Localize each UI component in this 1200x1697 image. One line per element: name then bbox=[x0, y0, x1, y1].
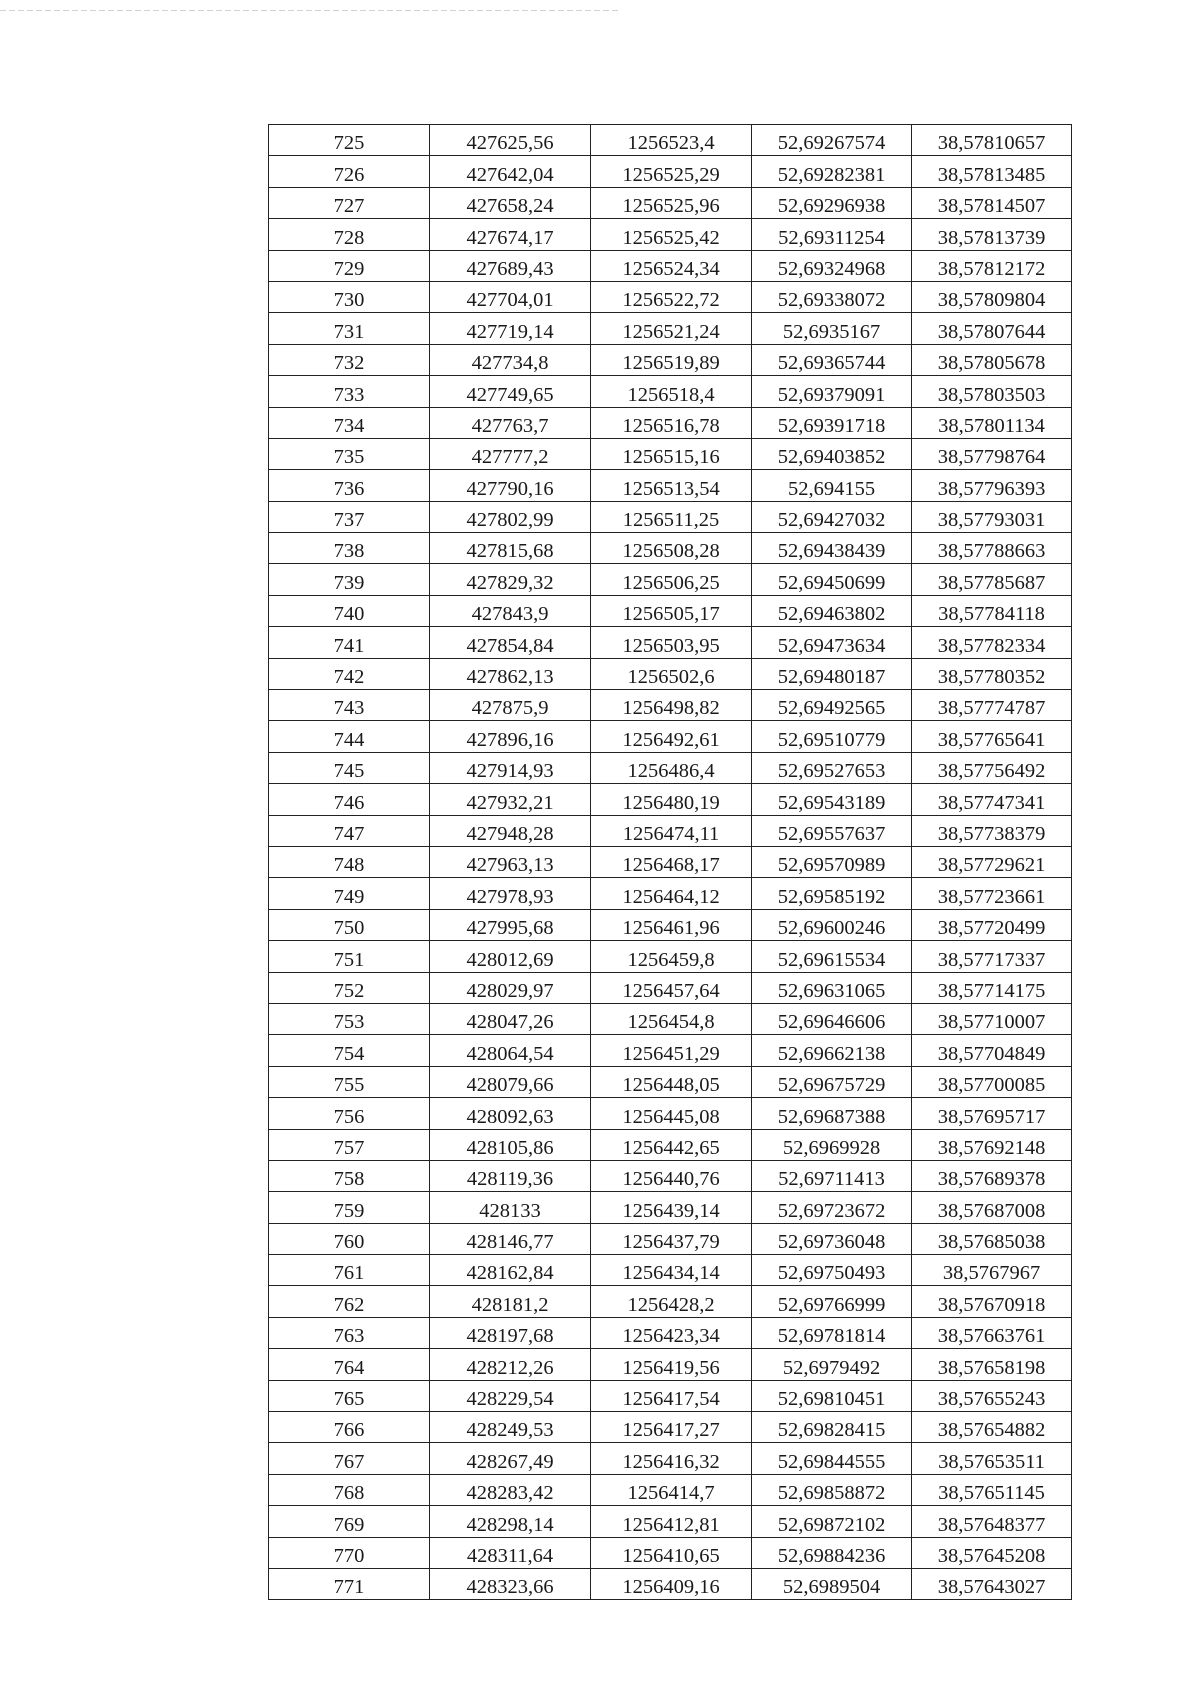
longitude-cell: 38,57710007 bbox=[912, 1003, 1072, 1034]
latitude-cell: 52,69480187 bbox=[752, 658, 912, 689]
longitude-cell: 38,57658198 bbox=[912, 1349, 1072, 1380]
latitude-cell: 52,6935167 bbox=[752, 313, 912, 344]
x-coordinate-cell: 428092,63 bbox=[430, 1098, 591, 1129]
longitude-cell: 38,57765641 bbox=[912, 721, 1072, 752]
y-coordinate-cell: 1256464,12 bbox=[591, 878, 752, 909]
x-coordinate-cell: 427734,8 bbox=[430, 344, 591, 375]
longitude-cell: 38,57793031 bbox=[912, 501, 1072, 532]
point-number-cell: 729 bbox=[269, 250, 430, 281]
latitude-cell: 52,69675729 bbox=[752, 1066, 912, 1097]
latitude-cell: 52,69585192 bbox=[752, 878, 912, 909]
x-coordinate-cell: 427777,2 bbox=[430, 438, 591, 469]
table-row bbox=[269, 1255, 1072, 1286]
longitude-cell: 38,57654882 bbox=[912, 1412, 1072, 1443]
latitude-cell: 52,69736048 bbox=[752, 1223, 912, 1254]
latitude-cell: 52,69427032 bbox=[752, 501, 912, 532]
x-coordinate-cell: 427719,14 bbox=[430, 313, 591, 344]
coordinates-table bbox=[268, 124, 1072, 1600]
table-row bbox=[269, 187, 1072, 218]
x-coordinate-cell: 428105,86 bbox=[430, 1129, 591, 1160]
x-coordinate-cell: 428267,49 bbox=[430, 1443, 591, 1474]
y-coordinate-cell: 1256523,4 bbox=[591, 125, 752, 156]
longitude-cell: 38,57798764 bbox=[912, 438, 1072, 469]
latitude-cell: 52,69527653 bbox=[752, 752, 912, 783]
table-row bbox=[269, 250, 1072, 281]
x-coordinate-cell: 428079,66 bbox=[430, 1066, 591, 1097]
latitude-cell: 52,69662138 bbox=[752, 1035, 912, 1066]
longitude-cell: 38,57780352 bbox=[912, 658, 1072, 689]
latitude-cell: 52,69828415 bbox=[752, 1412, 912, 1443]
point-number-cell: 726 bbox=[269, 156, 430, 187]
point-number-cell: 734 bbox=[269, 407, 430, 438]
y-coordinate-cell: 1256511,25 bbox=[591, 501, 752, 532]
latitude-cell: 52,69267574 bbox=[752, 125, 912, 156]
y-coordinate-cell: 1256492,61 bbox=[591, 721, 752, 752]
x-coordinate-cell: 427948,28 bbox=[430, 815, 591, 846]
table-row bbox=[269, 846, 1072, 877]
x-coordinate-cell: 427896,16 bbox=[430, 721, 591, 752]
point-number-cell: 771 bbox=[269, 1568, 430, 1599]
y-coordinate-cell: 1256513,54 bbox=[591, 470, 752, 501]
latitude-cell: 52,69510779 bbox=[752, 721, 912, 752]
x-coordinate-cell: 427963,13 bbox=[430, 846, 591, 877]
longitude-cell: 38,57723661 bbox=[912, 878, 1072, 909]
point-number-cell: 732 bbox=[269, 344, 430, 375]
longitude-cell: 38,57645208 bbox=[912, 1537, 1072, 1568]
point-number-cell: 748 bbox=[269, 846, 430, 877]
y-coordinate-cell: 1256419,56 bbox=[591, 1349, 752, 1380]
y-coordinate-cell: 1256518,4 bbox=[591, 376, 752, 407]
point-number-cell: 756 bbox=[269, 1098, 430, 1129]
y-coordinate-cell: 1256502,6 bbox=[591, 658, 752, 689]
x-coordinate-cell: 428181,2 bbox=[430, 1286, 591, 1317]
longitude-cell: 38,57738379 bbox=[912, 815, 1072, 846]
point-number-cell: 746 bbox=[269, 784, 430, 815]
y-coordinate-cell: 1256525,96 bbox=[591, 187, 752, 218]
table-row bbox=[269, 1412, 1072, 1443]
x-coordinate-cell: 428298,14 bbox=[430, 1506, 591, 1537]
longitude-cell: 38,57704849 bbox=[912, 1035, 1072, 1066]
longitude-cell: 38,57801134 bbox=[912, 407, 1072, 438]
table-row bbox=[269, 752, 1072, 783]
latitude-cell: 52,69338072 bbox=[752, 281, 912, 312]
x-coordinate-cell: 427829,32 bbox=[430, 564, 591, 595]
point-number-cell: 727 bbox=[269, 187, 430, 218]
table-row bbox=[269, 1317, 1072, 1348]
longitude-cell: 38,57784118 bbox=[912, 595, 1072, 626]
point-number-cell: 730 bbox=[269, 281, 430, 312]
latitude-cell: 52,69858872 bbox=[752, 1474, 912, 1505]
table-row bbox=[269, 219, 1072, 250]
table-row bbox=[269, 1003, 1072, 1034]
latitude-cell: 52,6969928 bbox=[752, 1129, 912, 1160]
y-coordinate-cell: 1256412,81 bbox=[591, 1506, 752, 1537]
longitude-cell: 38,57807644 bbox=[912, 313, 1072, 344]
x-coordinate-cell: 427790,16 bbox=[430, 470, 591, 501]
longitude-cell: 38,57729621 bbox=[912, 846, 1072, 877]
point-number-cell: 755 bbox=[269, 1066, 430, 1097]
longitude-cell: 38,5767967 bbox=[912, 1255, 1072, 1286]
x-coordinate-cell: 427875,9 bbox=[430, 690, 591, 721]
y-coordinate-cell: 1256457,64 bbox=[591, 972, 752, 1003]
longitude-cell: 38,57782334 bbox=[912, 627, 1072, 658]
point-number-cell: 759 bbox=[269, 1192, 430, 1223]
point-number-cell: 744 bbox=[269, 721, 430, 752]
longitude-cell: 38,57814507 bbox=[912, 187, 1072, 218]
latitude-cell: 52,69844555 bbox=[752, 1443, 912, 1474]
y-coordinate-cell: 1256521,24 bbox=[591, 313, 752, 344]
longitude-cell: 38,57689378 bbox=[912, 1160, 1072, 1191]
table-row bbox=[269, 595, 1072, 626]
x-coordinate-cell: 428212,26 bbox=[430, 1349, 591, 1380]
longitude-cell: 38,57747341 bbox=[912, 784, 1072, 815]
latitude-cell: 52,69403852 bbox=[752, 438, 912, 469]
latitude-cell: 52,69884236 bbox=[752, 1537, 912, 1568]
point-number-cell: 747 bbox=[269, 815, 430, 846]
y-coordinate-cell: 1256439,14 bbox=[591, 1192, 752, 1223]
longitude-cell: 38,57648377 bbox=[912, 1506, 1072, 1537]
y-coordinate-cell: 1256414,7 bbox=[591, 1474, 752, 1505]
x-coordinate-cell: 427854,84 bbox=[430, 627, 591, 658]
point-number-cell: 761 bbox=[269, 1255, 430, 1286]
latitude-cell: 52,69872102 bbox=[752, 1506, 912, 1537]
point-number-cell: 750 bbox=[269, 909, 430, 940]
x-coordinate-cell: 427932,21 bbox=[430, 784, 591, 815]
x-coordinate-cell: 428029,97 bbox=[430, 972, 591, 1003]
y-coordinate-cell: 1256428,2 bbox=[591, 1286, 752, 1317]
latitude-cell: 52,69570989 bbox=[752, 846, 912, 877]
y-coordinate-cell: 1256417,54 bbox=[591, 1380, 752, 1411]
longitude-cell: 38,57714175 bbox=[912, 972, 1072, 1003]
x-coordinate-cell: 428323,66 bbox=[430, 1568, 591, 1599]
x-coordinate-cell: 427749,65 bbox=[430, 376, 591, 407]
y-coordinate-cell: 1256516,78 bbox=[591, 407, 752, 438]
y-coordinate-cell: 1256459,8 bbox=[591, 941, 752, 972]
table-row bbox=[269, 470, 1072, 501]
table-row bbox=[269, 1223, 1072, 1254]
table-row bbox=[269, 1129, 1072, 1160]
table-row bbox=[269, 1160, 1072, 1191]
y-coordinate-cell: 1256505,17 bbox=[591, 595, 752, 626]
y-coordinate-cell: 1256448,05 bbox=[591, 1066, 752, 1097]
latitude-cell: 52,69557637 bbox=[752, 815, 912, 846]
latitude-cell: 52,6979492 bbox=[752, 1349, 912, 1380]
point-number-cell: 735 bbox=[269, 438, 430, 469]
longitude-cell: 38,57687008 bbox=[912, 1192, 1072, 1223]
point-number-cell: 751 bbox=[269, 941, 430, 972]
table-row bbox=[269, 1035, 1072, 1066]
x-coordinate-cell: 427815,68 bbox=[430, 533, 591, 564]
table-row bbox=[269, 658, 1072, 689]
coordinates-table-body bbox=[269, 125, 1072, 1600]
table-row bbox=[269, 1286, 1072, 1317]
table-row bbox=[269, 1349, 1072, 1380]
point-number-cell: 760 bbox=[269, 1223, 430, 1254]
y-coordinate-cell: 1256498,82 bbox=[591, 690, 752, 721]
point-number-cell: 757 bbox=[269, 1129, 430, 1160]
y-coordinate-cell: 1256440,76 bbox=[591, 1160, 752, 1191]
longitude-cell: 38,57655243 bbox=[912, 1380, 1072, 1411]
point-number-cell: 754 bbox=[269, 1035, 430, 1066]
x-coordinate-cell: 427704,01 bbox=[430, 281, 591, 312]
table-row bbox=[269, 564, 1072, 595]
point-number-cell: 753 bbox=[269, 1003, 430, 1034]
latitude-cell: 52,69438439 bbox=[752, 533, 912, 564]
x-coordinate-cell: 427862,13 bbox=[430, 658, 591, 689]
y-coordinate-cell: 1256416,32 bbox=[591, 1443, 752, 1474]
longitude-cell: 38,57692148 bbox=[912, 1129, 1072, 1160]
x-coordinate-cell: 428311,64 bbox=[430, 1537, 591, 1568]
point-number-cell: 738 bbox=[269, 533, 430, 564]
x-coordinate-cell: 427674,17 bbox=[430, 219, 591, 250]
longitude-cell: 38,57810657 bbox=[912, 125, 1072, 156]
latitude-cell: 52,69282381 bbox=[752, 156, 912, 187]
latitude-cell: 52,69723672 bbox=[752, 1192, 912, 1223]
table-row bbox=[269, 156, 1072, 187]
table-row bbox=[269, 909, 1072, 940]
y-coordinate-cell: 1256522,72 bbox=[591, 281, 752, 312]
point-number-cell: 731 bbox=[269, 313, 430, 344]
point-number-cell: 733 bbox=[269, 376, 430, 407]
y-coordinate-cell: 1256480,19 bbox=[591, 784, 752, 815]
latitude-cell: 52,69781814 bbox=[752, 1317, 912, 1348]
x-coordinate-cell: 428133 bbox=[430, 1192, 591, 1223]
latitude-cell: 52,69391718 bbox=[752, 407, 912, 438]
y-coordinate-cell: 1256468,17 bbox=[591, 846, 752, 877]
point-number-cell: 737 bbox=[269, 501, 430, 532]
longitude-cell: 38,57813739 bbox=[912, 219, 1072, 250]
longitude-cell: 38,57756492 bbox=[912, 752, 1072, 783]
table-row bbox=[269, 815, 1072, 846]
point-number-cell: 763 bbox=[269, 1317, 430, 1348]
point-number-cell: 740 bbox=[269, 595, 430, 626]
y-coordinate-cell: 1256506,25 bbox=[591, 564, 752, 595]
y-coordinate-cell: 1256461,96 bbox=[591, 909, 752, 940]
point-number-cell: 742 bbox=[269, 658, 430, 689]
longitude-cell: 38,57695717 bbox=[912, 1098, 1072, 1129]
x-coordinate-cell: 427625,56 bbox=[430, 125, 591, 156]
x-coordinate-cell: 428162,84 bbox=[430, 1255, 591, 1286]
x-coordinate-cell: 427843,9 bbox=[430, 595, 591, 626]
x-coordinate-cell: 428047,26 bbox=[430, 1003, 591, 1034]
y-coordinate-cell: 1256524,34 bbox=[591, 250, 752, 281]
table-row bbox=[269, 533, 1072, 564]
x-coordinate-cell: 427978,93 bbox=[430, 878, 591, 909]
y-coordinate-cell: 1256437,79 bbox=[591, 1223, 752, 1254]
point-number-cell: 739 bbox=[269, 564, 430, 595]
latitude-cell: 52,69473634 bbox=[752, 627, 912, 658]
table-row bbox=[269, 1443, 1072, 1474]
table-row bbox=[269, 784, 1072, 815]
x-coordinate-cell: 428119,36 bbox=[430, 1160, 591, 1191]
y-coordinate-cell: 1256519,89 bbox=[591, 344, 752, 375]
longitude-cell: 38,57700085 bbox=[912, 1066, 1072, 1097]
point-number-cell: 769 bbox=[269, 1506, 430, 1537]
table-row bbox=[269, 281, 1072, 312]
longitude-cell: 38,57685038 bbox=[912, 1223, 1072, 1254]
point-number-cell: 766 bbox=[269, 1412, 430, 1443]
table-row bbox=[269, 972, 1072, 1003]
table-row bbox=[269, 1098, 1072, 1129]
x-coordinate-cell: 428064,54 bbox=[430, 1035, 591, 1066]
y-coordinate-cell: 1256515,16 bbox=[591, 438, 752, 469]
point-number-cell: 767 bbox=[269, 1443, 430, 1474]
y-coordinate-cell: 1256486,4 bbox=[591, 752, 752, 783]
table-row bbox=[269, 1568, 1072, 1599]
y-coordinate-cell: 1256525,42 bbox=[591, 219, 752, 250]
point-number-cell: 770 bbox=[269, 1537, 430, 1568]
longitude-cell: 38,57720499 bbox=[912, 909, 1072, 940]
longitude-cell: 38,57670918 bbox=[912, 1286, 1072, 1317]
table-row bbox=[269, 1474, 1072, 1505]
x-coordinate-cell: 427689,43 bbox=[430, 250, 591, 281]
latitude-cell: 52,69687388 bbox=[752, 1098, 912, 1129]
longitude-cell: 38,57651145 bbox=[912, 1474, 1072, 1505]
latitude-cell: 52,69711413 bbox=[752, 1160, 912, 1191]
y-coordinate-cell: 1256445,08 bbox=[591, 1098, 752, 1129]
table-row bbox=[269, 125, 1072, 156]
y-coordinate-cell: 1256454,8 bbox=[591, 1003, 752, 1034]
y-coordinate-cell: 1256451,29 bbox=[591, 1035, 752, 1066]
table-row bbox=[269, 376, 1072, 407]
x-coordinate-cell: 427995,68 bbox=[430, 909, 591, 940]
y-coordinate-cell: 1256442,65 bbox=[591, 1129, 752, 1160]
y-coordinate-cell: 1256434,14 bbox=[591, 1255, 752, 1286]
point-number-cell: 758 bbox=[269, 1160, 430, 1191]
x-coordinate-cell: 427642,04 bbox=[430, 156, 591, 187]
longitude-cell: 38,57788663 bbox=[912, 533, 1072, 564]
point-number-cell: 764 bbox=[269, 1349, 430, 1380]
longitude-cell: 38,57812172 bbox=[912, 250, 1072, 281]
y-coordinate-cell: 1256474,11 bbox=[591, 815, 752, 846]
latitude-cell: 52,69450699 bbox=[752, 564, 912, 595]
x-coordinate-cell: 427658,24 bbox=[430, 187, 591, 218]
table-row bbox=[269, 1506, 1072, 1537]
table-row bbox=[269, 878, 1072, 909]
y-coordinate-cell: 1256508,28 bbox=[591, 533, 752, 564]
point-number-cell: 728 bbox=[269, 219, 430, 250]
latitude-cell: 52,69311254 bbox=[752, 219, 912, 250]
scan-artifact-line bbox=[0, 10, 620, 11]
table-row bbox=[269, 627, 1072, 658]
table-row bbox=[269, 690, 1072, 721]
table-row bbox=[269, 501, 1072, 532]
latitude-cell: 52,6989504 bbox=[752, 1568, 912, 1599]
longitude-cell: 38,57803503 bbox=[912, 376, 1072, 407]
latitude-cell: 52,69615534 bbox=[752, 941, 912, 972]
table-row bbox=[269, 438, 1072, 469]
table-row bbox=[269, 1192, 1072, 1223]
x-coordinate-cell: 428012,69 bbox=[430, 941, 591, 972]
y-coordinate-cell: 1256410,65 bbox=[591, 1537, 752, 1568]
point-number-cell: 736 bbox=[269, 470, 430, 501]
point-number-cell: 752 bbox=[269, 972, 430, 1003]
latitude-cell: 52,69631065 bbox=[752, 972, 912, 1003]
table-row bbox=[269, 941, 1072, 972]
latitude-cell: 52,69543189 bbox=[752, 784, 912, 815]
y-coordinate-cell: 1256503,95 bbox=[591, 627, 752, 658]
latitude-cell: 52,69492565 bbox=[752, 690, 912, 721]
table-row bbox=[269, 1066, 1072, 1097]
latitude-cell: 52,69463802 bbox=[752, 595, 912, 626]
latitude-cell: 52,69766999 bbox=[752, 1286, 912, 1317]
latitude-cell: 52,69646606 bbox=[752, 1003, 912, 1034]
point-number-cell: 749 bbox=[269, 878, 430, 909]
y-coordinate-cell: 1256409,16 bbox=[591, 1568, 752, 1599]
x-coordinate-cell: 428249,53 bbox=[430, 1412, 591, 1443]
latitude-cell: 52,69296938 bbox=[752, 187, 912, 218]
longitude-cell: 38,57717337 bbox=[912, 941, 1072, 972]
longitude-cell: 38,57805678 bbox=[912, 344, 1072, 375]
longitude-cell: 38,57774787 bbox=[912, 690, 1072, 721]
y-coordinate-cell: 1256423,34 bbox=[591, 1317, 752, 1348]
longitude-cell: 38,57813485 bbox=[912, 156, 1072, 187]
latitude-cell: 52,694155 bbox=[752, 470, 912, 501]
longitude-cell: 38,57796393 bbox=[912, 470, 1072, 501]
latitude-cell: 52,69324968 bbox=[752, 250, 912, 281]
point-number-cell: 743 bbox=[269, 690, 430, 721]
x-coordinate-cell: 427802,99 bbox=[430, 501, 591, 532]
x-coordinate-cell: 427914,93 bbox=[430, 752, 591, 783]
table-row bbox=[269, 313, 1072, 344]
latitude-cell: 52,69810451 bbox=[752, 1380, 912, 1411]
x-coordinate-cell: 428197,68 bbox=[430, 1317, 591, 1348]
longitude-cell: 38,57643027 bbox=[912, 1568, 1072, 1599]
longitude-cell: 38,57663761 bbox=[912, 1317, 1072, 1348]
point-number-cell: 741 bbox=[269, 627, 430, 658]
y-coordinate-cell: 1256417,27 bbox=[591, 1412, 752, 1443]
longitude-cell: 38,57809804 bbox=[912, 281, 1072, 312]
latitude-cell: 52,69600246 bbox=[752, 909, 912, 940]
longitude-cell: 38,57653511 bbox=[912, 1443, 1072, 1474]
table-row bbox=[269, 1537, 1072, 1568]
x-coordinate-cell: 427763,7 bbox=[430, 407, 591, 438]
x-coordinate-cell: 428229,54 bbox=[430, 1380, 591, 1411]
point-number-cell: 725 bbox=[269, 125, 430, 156]
point-number-cell: 762 bbox=[269, 1286, 430, 1317]
point-number-cell: 765 bbox=[269, 1380, 430, 1411]
table-row bbox=[269, 344, 1072, 375]
x-coordinate-cell: 428146,77 bbox=[430, 1223, 591, 1254]
table-row bbox=[269, 721, 1072, 752]
point-number-cell: 745 bbox=[269, 752, 430, 783]
latitude-cell: 52,69750493 bbox=[752, 1255, 912, 1286]
point-number-cell: 768 bbox=[269, 1474, 430, 1505]
table-row bbox=[269, 407, 1072, 438]
longitude-cell: 38,57785687 bbox=[912, 564, 1072, 595]
latitude-cell: 52,69379091 bbox=[752, 376, 912, 407]
x-coordinate-cell: 428283,42 bbox=[430, 1474, 591, 1505]
latitude-cell: 52,69365744 bbox=[752, 344, 912, 375]
table-row bbox=[269, 1380, 1072, 1411]
y-coordinate-cell: 1256525,29 bbox=[591, 156, 752, 187]
